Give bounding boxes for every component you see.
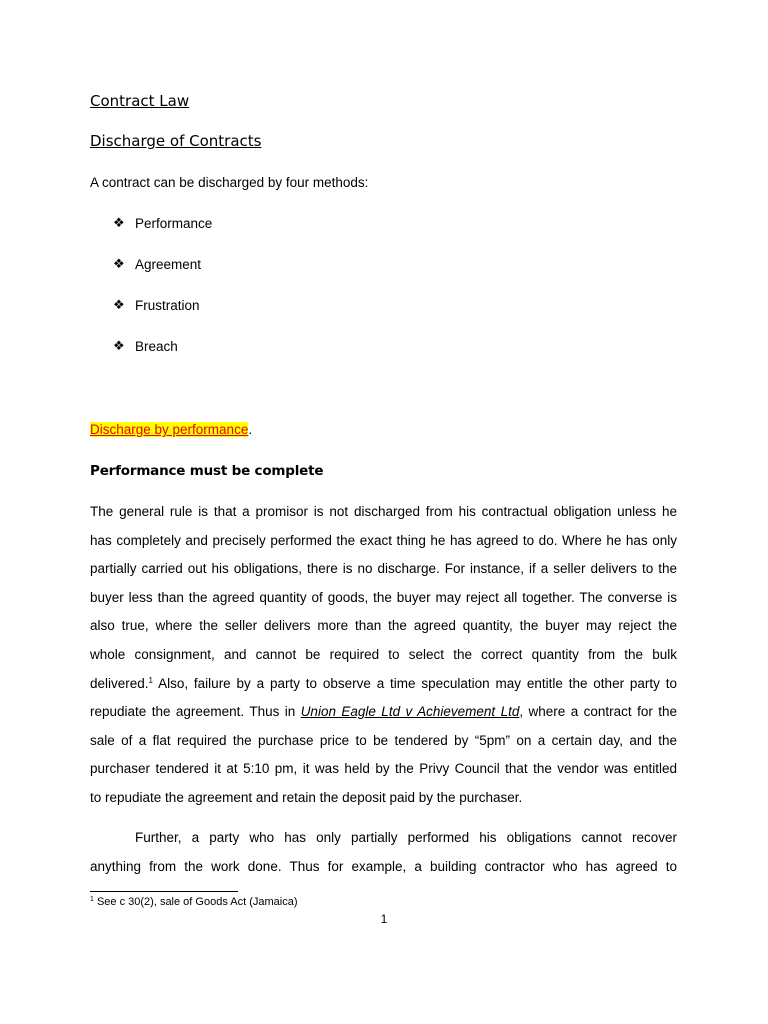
diamond-bullet-icon: ❖ xyxy=(113,298,125,313)
list-item: Performance xyxy=(135,216,213,231)
footnote-marker: 1 xyxy=(90,896,94,903)
list-item: Agreement xyxy=(135,257,202,272)
paragraph-line xyxy=(90,670,677,699)
page-number: 1 xyxy=(380,912,388,926)
footnote xyxy=(90,896,298,908)
paragraph-line: The general rule is that a promisor is not discharged from his contractual obligation unless he xyxy=(90,504,677,519)
case-citation: Union Eagle Ltd v Achievement Ltd xyxy=(300,704,520,720)
section-heading xyxy=(90,421,252,439)
paragraph-line xyxy=(90,698,677,727)
paragraph-line: whole consignment, and cannot be required to select the correct quantity from the bulk xyxy=(90,646,677,662)
document-title: Contract Law xyxy=(90,92,190,110)
paragraph-line: to repudiate the agreement and retain the deposit paid by the purchaser. xyxy=(90,789,523,805)
paragraph-line: Further, a party who has only partially performed his obligations cannot recover xyxy=(135,830,677,845)
list-item: Frustration xyxy=(135,298,200,313)
paragraph-2 xyxy=(90,824,677,881)
paragraph-1 xyxy=(90,498,677,813)
paragraph-line: partially carried out his obligations, there is no discharge. For instance, if a seller delivers to the xyxy=(90,561,677,577)
diamond-bullet-icon: ❖ xyxy=(113,257,125,272)
subheading: Performance must be complete xyxy=(90,463,324,479)
list-item: Breach xyxy=(135,339,178,354)
highlighted-heading-text: Discharge by performance xyxy=(90,422,249,437)
text-segment: delivered. xyxy=(90,675,149,691)
document-subtitle: Discharge of Contracts xyxy=(90,132,262,150)
footnote-reference[interactable]: 1 xyxy=(148,675,153,685)
paragraph-line: also true, where the seller delivers more than the agreed quantity, the buyer may reject the xyxy=(90,618,677,634)
paragraph-line: sale of a flat required the purchase price to be tendered by “5pm” on a certain day, and the xyxy=(90,732,677,748)
paragraph-line: anything from the work done. Thus for example, a building contractor who has agreed to xyxy=(90,858,677,874)
footnote-separator xyxy=(90,891,238,892)
intro-text: A contract can be discharged by four methods: xyxy=(90,175,369,190)
footnote-text: See c 30(2), sale of Goods Act (Jamaica) xyxy=(93,896,298,908)
paragraph-line: purchaser tendered it at 5:10 pm, it was held by the Privy Council that the vendor was entitled xyxy=(90,761,677,777)
diamond-bullet-icon: ❖ xyxy=(113,339,125,354)
text-segment: , where a contract for the xyxy=(519,704,677,720)
text-segment: Also, failure by a party to observe a time speculation may entitle the other party to xyxy=(153,675,677,691)
diamond-bullet-icon: ❖ xyxy=(113,216,125,231)
heading-punctuation: . xyxy=(248,422,253,437)
text-segment: repudiate the agreement. Thus in xyxy=(90,704,301,720)
paragraph-line: has completely and precisely performed the exact thing he has agreed to do. Where he has only xyxy=(90,532,677,548)
paragraph-line: buyer less than the agreed quantity of goods, the buyer may reject all together. The converse is xyxy=(90,589,677,605)
